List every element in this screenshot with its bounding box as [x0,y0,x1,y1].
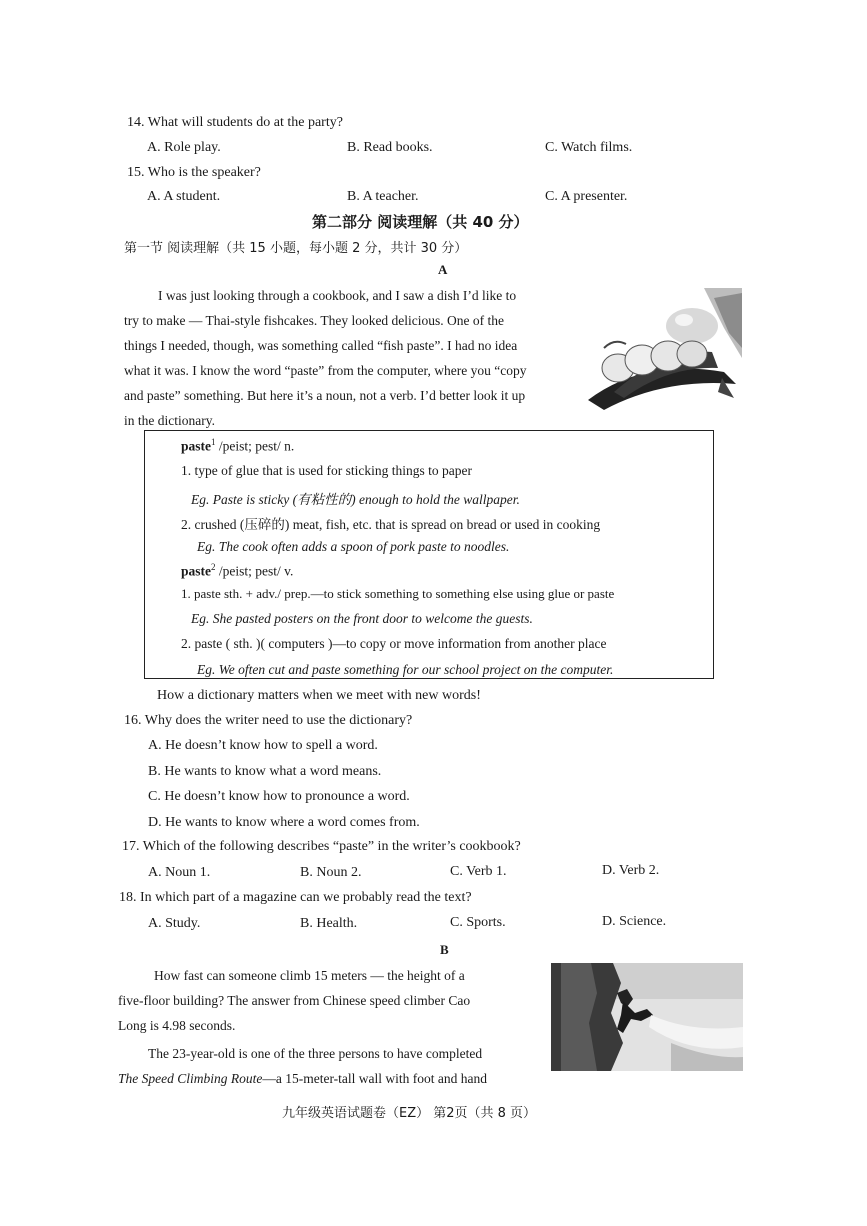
passage-a-line: in the dictionary. [124,413,215,428]
q16-option-c: C. He doesn’t know how to pronounce a word. [148,789,410,804]
q17-option-a: A. Noun 1. [148,865,211,880]
q17-option-c: C. Verb 1. [450,864,507,879]
q15-option-a: A. A student. [147,189,221,204]
q17-option-d: D. Verb 2. [602,863,660,878]
route-description: —a 15-meter-tall wall with foot and hand [262,1071,488,1086]
passage-a-line: try to make — Thai-style fishcakes. They looked delicious. One of the [124,313,505,328]
dict-definition: 1. paste sth. + adv./ prep.—to stick something to something else using glue or paste [181,586,615,601]
q14-option-b: B. Read books. [347,140,433,155]
question-16: 16. Why does the writer need to use the dictionary? [124,713,413,728]
dict-example: Eg. The cook often adds a spoon of pork paste to noodles. [197,539,510,554]
passage-b-paragraph-2 [118,1041,542,1091]
section1-title: 第一节 阅读理解（共 15 小题，每小题 2 分，共计 30 分） [124,241,468,256]
dict-entry-1-header [181,437,294,455]
passage-a-letter: A [438,262,448,277]
climber-photo [551,963,743,1071]
q15-option-c: C. A presenter. [545,189,628,204]
dict-example: Eg. We often cut and paste something for our school project on the computer. [197,662,614,677]
page-footer: 九年级英语试题卷（EZ） 第2页（共 8 页） [282,1106,537,1121]
q18-option-a: A. Study. [148,916,201,931]
fishcake-photo [584,288,742,410]
q17-option-b: B. Noun 2. [300,865,362,880]
dict-example: Eg. She pasted posters on the front door to welcome the guests. [191,611,533,626]
dictionary-box [144,430,714,679]
passage-a-line: things I needed, though, was something called “fish paste”. I had no idea [124,338,518,353]
dict-superscript: 1 [211,437,216,447]
question-17: 17. Which of the following describes “paste” in the writer’s cookbook? [122,839,521,854]
q16-option-a: A. He doesn’t know how to spell a word. [148,738,378,753]
passage-a-paragraph [124,283,570,433]
dict-superscript: 2 [211,562,216,572]
q18-option-b: B. Health. [300,916,358,931]
dict-headword: paste [181,563,211,579]
passage-b-paragraph-1 [118,963,542,1038]
question-15: 15. Who is the speaker? [127,165,261,180]
passage-b-line: Long is 4.98 seconds. [118,1018,236,1033]
dict-headword: paste [181,438,211,454]
dict-definition: 1. type of glue that is used for sticking things to paper [181,463,472,478]
passage-b-line: five-floor building? The answer from Chinese speed climber Cao [118,993,471,1008]
q18-option-c: C. Sports. [450,915,506,930]
passage-a-closing: How a dictionary matters when we meet with new words! [157,688,481,703]
question-18: 18. In which part of a magazine can we probably read the text? [119,890,472,905]
passage-b-line: The 23-year-old is one of the three persons to have completed [148,1046,483,1061]
passage-a-line: what it was. I know the word “paste” from the computer, where you “copy [124,363,527,378]
dict-entry-2-header [181,562,293,580]
passage-b-letter: B [440,942,449,957]
dict-example: Eg. Paste is sticky (有粘性的) enough to hold the wallpaper. [191,492,520,507]
passage-a-line: and paste” something. But here it’s a noun, not a verb. I’d better look it up [124,388,526,403]
route-name: The Speed Climbing Route [118,1071,263,1086]
q18-option-d: D. Science. [602,914,667,929]
passage-b-line: How fast can someone climb 15 meters — the height of a [154,968,465,983]
dict-pronunciation: /peist; pest/ n. [215,438,295,454]
part2-title: 第二部分 阅读理解（共 40 分） [312,213,529,231]
dict-definition: 2. crushed (压碎的) meat, fish, etc. that is spread on bread or used in cooking [181,517,601,532]
q14-option-a: A. Role play. [147,140,221,155]
passage-b-line [118,1066,542,1091]
q15-option-b: B. A teacher. [347,189,419,204]
passage-a-line: I was just looking through a cookbook, and I saw a dish I’d like to [158,288,517,303]
q16-option-b: B. He wants to know what a word means. [148,764,382,779]
q16-option-d: D. He wants to know where a word comes from. [148,815,420,830]
question-14: 14. What will students do at the party? [127,115,343,130]
dict-pronunciation: /peist; pest/ v. [215,563,294,579]
q14-option-c: C. Watch films. [545,140,633,155]
dict-definition: 2. paste ( sth. )( computers )—to copy or move information from another place [181,636,607,651]
